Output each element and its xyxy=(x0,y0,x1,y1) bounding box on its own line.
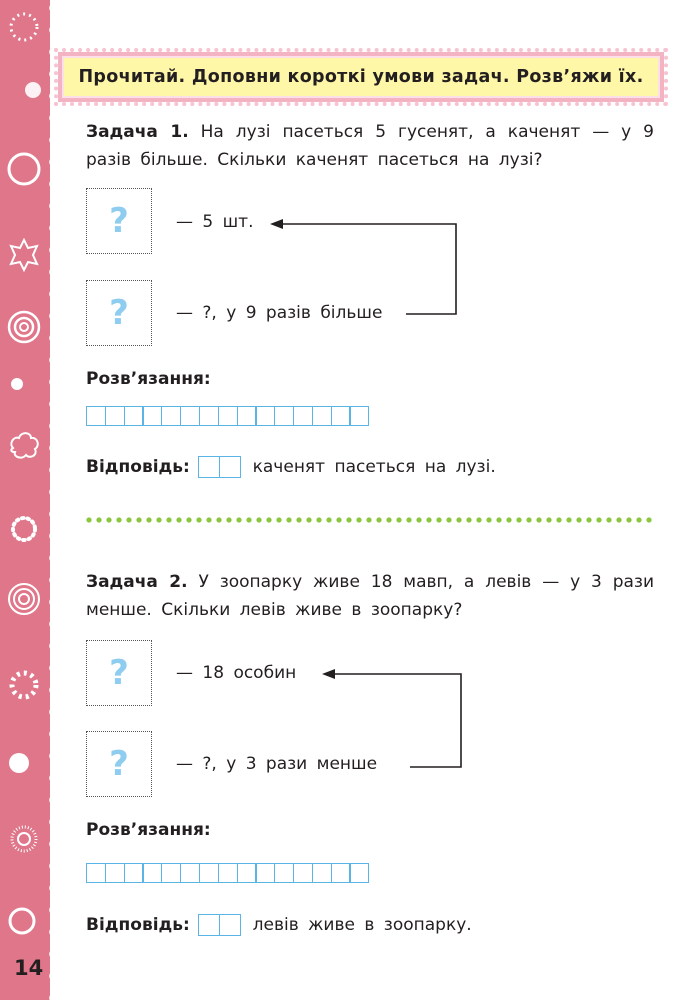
grid-cell[interactable] xyxy=(86,863,106,883)
task-1-statement: На лузі пасеться 5 гусенят, а каченят — у 9 разів більше. Скільки каченят пасеться на лузі? xyxy=(86,122,655,170)
grid-cell[interactable] xyxy=(293,863,313,883)
task-2-title: Задача 2. xyxy=(86,572,188,592)
task-2-condition-2: — ?, у 3 рази менше xyxy=(176,754,378,774)
grid-cell[interactable] xyxy=(274,863,294,883)
grid-cell[interactable] xyxy=(142,863,162,883)
task-2-solution-label: Розв’язання: xyxy=(86,820,211,840)
grid-cell[interactable] xyxy=(105,863,125,883)
answer-digit-box[interactable] xyxy=(219,914,241,936)
task-2-answer-label: Відповідь: xyxy=(86,915,190,935)
instruction-text: Прочитай. Доповни короткі умови задач. Розв’яжи їх. xyxy=(78,67,644,87)
task-1-condition-1: — 5 шт. xyxy=(176,212,254,232)
grid-cell[interactable] xyxy=(124,863,144,883)
task-2-condition-1: — 18 особин xyxy=(176,663,297,683)
grid-cell[interactable] xyxy=(331,863,351,883)
question-mark-icon: ? xyxy=(109,653,129,693)
question-mark-icon: ? xyxy=(109,744,129,784)
task-2-answer-row xyxy=(86,914,472,936)
grid-cell[interactable] xyxy=(349,863,369,883)
answer-digit-box[interactable] xyxy=(198,914,220,936)
question-mark-icon: ? xyxy=(109,201,129,241)
task-1-answer-text: каченят пасеться на лузі. xyxy=(252,457,496,477)
task-1-title: Задача 1. xyxy=(86,122,189,142)
grid-cell[interactable] xyxy=(199,863,219,883)
task-1-condition-2: — ?, у 9 разів більше xyxy=(176,303,383,323)
grid-cell[interactable] xyxy=(161,863,181,883)
grid-cell[interactable] xyxy=(237,863,257,883)
task-2-statement: У зоопарку живе 18 мавп, а левів — у 3 рази менше. Скільки левів живе в зоопарку? xyxy=(86,572,654,620)
task-1-answer-label: Відповідь: xyxy=(86,457,190,477)
task-1-solution-label: Розв’язання: xyxy=(86,369,211,389)
grid-cell[interactable] xyxy=(312,863,332,883)
grid-cell[interactable] xyxy=(218,863,238,883)
question-mark-icon: ? xyxy=(109,293,129,333)
grid-cell[interactable] xyxy=(180,863,200,883)
page-number: 14 xyxy=(14,956,44,980)
task-2-answer-text: левів живе в зоопарку. xyxy=(252,915,472,935)
task-2-solution-grid[interactable] xyxy=(86,863,369,885)
task-2-answer-boxes[interactable] xyxy=(198,914,241,936)
grid-cell[interactable] xyxy=(255,863,275,883)
